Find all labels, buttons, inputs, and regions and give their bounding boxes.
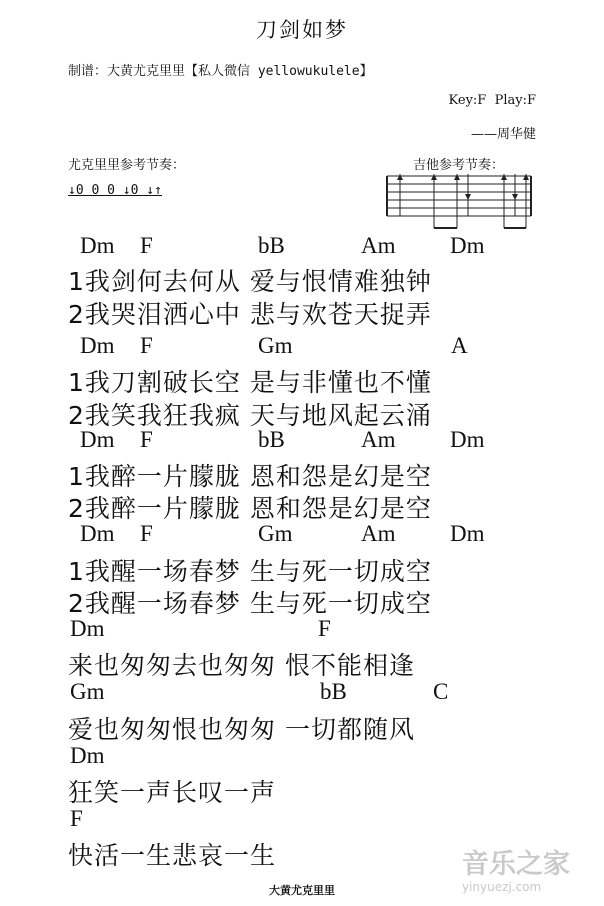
chord-symbol: F [70, 806, 83, 831]
chord-symbol: bB [258, 233, 285, 258]
lyric-line: 快活一生悲哀一生 [68, 841, 277, 870]
chord-symbol: C [433, 679, 449, 704]
chord-symbol: Dm [450, 427, 485, 452]
chord-symbol: Am [361, 427, 396, 452]
chord-symbol: F [140, 233, 153, 258]
lyric-line: 1我刀割破长空 是与非懂也不懂 [68, 368, 432, 397]
watermark-url: yinyuezj.com [462, 880, 542, 894]
chord-symbol: Gm [258, 521, 293, 546]
lyric-line: 2我醉一片朦胧 恩和怨是幻是空 [68, 494, 432, 523]
lyric-line: 来也匆匆去也匆匆 恨不能相逢 [68, 651, 415, 680]
arranger-credit: 制谱：大黄尤克里里【私人微信 yellowukulele】 [68, 64, 373, 79]
chord-symbol: Gm [258, 333, 293, 358]
song-title: 刀剑如梦 [256, 18, 348, 42]
singer: ——周华健 [470, 127, 536, 142]
key-play: Key:F Play:F [448, 93, 536, 108]
guitar-strum-tab [383, 170, 535, 232]
lyric-line: 1我醒一场春梦 生与死一切成空 [68, 557, 432, 586]
lyric-line: 2我笑我狂我疯 天与地风起云涌 [68, 401, 432, 430]
chord-symbol: F [140, 333, 153, 358]
chord-symbol: Dm [450, 521, 485, 546]
ukulele-strum-pattern: ↓0 0 0 ↓0 ↓↑ [68, 183, 162, 198]
chord-symbol: Dm [70, 743, 105, 768]
chord-symbol: F [140, 521, 153, 546]
chord-symbol: Dm [70, 616, 105, 641]
guitar-rhythm-label: 吉他参考节奏： [413, 158, 505, 173]
chord-symbol: Gm [70, 679, 105, 704]
chord-symbol: Dm [80, 521, 115, 546]
lyric-line: 1我醉一片朦胧 恩和怨是幻是空 [68, 462, 432, 491]
chord-symbol: Am [361, 521, 396, 546]
chord-symbol: Dm [450, 233, 485, 258]
ukulele-rhythm-label: 尤克里里参考节奏： [68, 158, 186, 173]
chord-symbol: bB [320, 679, 347, 704]
chord-symbol: Dm [80, 427, 115, 452]
lyric-line: 爱也匆匆恨也匆匆 一切都随风 [68, 715, 415, 744]
chord-symbol: Am [361, 233, 396, 258]
lyric-line: 1我剑何去何从 爱与恨情难独钟 [68, 267, 432, 296]
chord-symbol: Dm [80, 233, 115, 258]
lyric-line: 2我醒一场春梦 生与死一切成空 [68, 589, 432, 618]
chord-symbol: A [451, 333, 468, 358]
chord-symbol: Dm [80, 333, 115, 358]
lyric-line: 狂笑一声长叹一声 [68, 778, 277, 807]
lyric-line: 2我哭泪洒心中 悲与欢苍天捉弄 [68, 300, 432, 329]
footer-credit: 大黄尤克里里 [269, 884, 335, 897]
chord-symbol: F [318, 616, 331, 641]
chord-symbol: bB [258, 427, 285, 452]
watermark-site-name: 音乐之家 [462, 849, 570, 880]
chord-symbol: F [140, 427, 153, 452]
watermark-logo [458, 842, 600, 902]
